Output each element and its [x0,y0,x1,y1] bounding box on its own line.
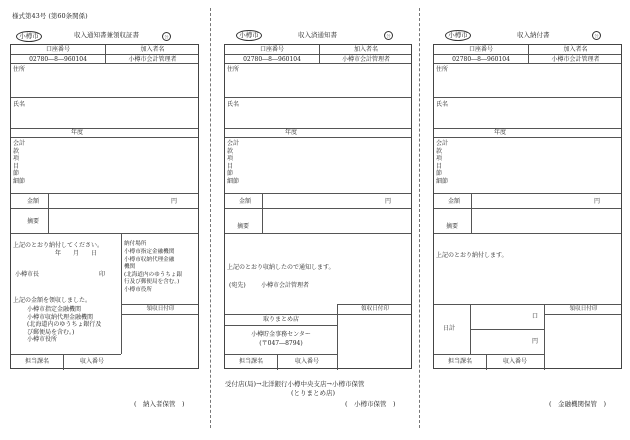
yen-unit: 円 [594,198,601,205]
collect-point-name: 小樽貯金事務センター [251,331,311,338]
routing-sub: (とりまとめ店) [291,389,336,397]
mayor-label: 小樽市長 [15,271,40,278]
panel-notice [215,0,415,440]
payee-header: 加入者名 [563,46,588,53]
date-line: 年 月 日 [55,250,98,257]
name-label: 氏名 [13,101,26,108]
section-label: 担当課名 [447,358,472,365]
amount-label: 金額 [27,198,40,205]
summary-label: 摘要 [237,223,250,230]
cut-line [419,8,420,428]
yen-unit: 円 [385,198,392,205]
payee-value: 小樽市会計管理者 [341,56,390,63]
addressee-value: 小樽市会計管理者 [261,282,310,289]
form-box [10,44,199,369]
form-box [433,44,622,369]
city-badge: 小樽市 [16,31,42,42]
received-notice-text: 上記のとおり収納したので通知します。 [227,264,335,271]
stamp-label: 領収日付印 [361,306,389,312]
panel-title: 収入済通知書 [298,31,337,39]
received-text: 上記の金額を領収しました。 [13,297,92,304]
footer-note: ( 金融機関保管 ) [549,400,607,408]
city-badge: 小樽市 [445,30,471,41]
accounting-labels: 会計 款 項 目 節 細節 [436,140,449,185]
collect-point-zip: (〒047―8794) [259,340,303,347]
summary-label: 摘要 [27,218,40,225]
name-label: 氏名 [227,101,240,108]
account-no-header: 口座番号 [259,46,284,53]
amount-label: 金額 [448,198,461,205]
form-box [224,44,412,369]
stamp-label: 領収日付印 [569,306,598,312]
amount-label: 金額 [239,198,252,205]
payee-value: 小樽市会計管理者 [551,56,600,63]
footer-note: ( 納入者保管 ) [134,400,185,408]
account-no-value: 02780―8―960104 [243,56,301,63]
account-no-value: 02780―8―960104 [29,56,87,63]
fiscal-year-label: 年度 [285,129,298,136]
name-label: 氏名 [436,101,449,108]
received-list: 小樽市指定金融機関 小樽市収納代理金融機関 (北海道内のゆうちょ銀行及 び郵便局を含む。) 小樽市役所 [27,306,102,343]
section-label: 担当課名 [24,358,49,365]
address-label: 住所 [436,66,449,73]
sequence-label: 収入番号 [294,358,319,365]
payee-header: 加入者名 [353,46,378,53]
collect-point-title: 取りまとめ店 [262,316,299,323]
footer-note: ( 小樽市保管 ) [345,400,396,408]
seal-label: 印 [99,271,106,278]
summary-label: 摘要 [446,223,459,230]
payee-header: 加入者名 [140,46,165,53]
account-no-value: 02780―8―960104 [452,56,510,63]
form-number: 様式第43号 (第60条関係) [12,12,88,20]
sequence-label: 収入番号 [79,358,104,365]
payee-value: 小樽市会計管理者 [128,56,177,63]
seal-icon: 公 [592,31,601,40]
addressee-label: (宛先) [229,282,246,289]
seal-icon: 公 [384,31,393,40]
accounting-labels: 会計 款 項 目 節 細節 [227,140,240,185]
pay-notice-text: 上記のとおり納付します。 [436,252,508,259]
account-no-header: 口座番号 [468,46,493,53]
payment-place-list: 小樽市指定金融機関 小樽市収納代理金融 機関 (北海道内のゆうちょ銀 行及び郵便局を含む。) 小樽市役所 [124,249,183,293]
panel-payment [425,0,630,440]
panel-title: 収入通知書兼領収証書 [74,31,139,39]
payment-place-title: 納付場所 [124,241,147,247]
yen-unit-total: 円 [532,338,539,345]
panel-title: 収入納付書 [517,31,550,39]
sequence-label: 収入番号 [502,358,527,365]
yen-unit: 円 [171,198,178,205]
routing-text: 受付店(局)→北洋銀行小樽中央支店→小樽市保管 [225,380,365,388]
pay-request-text: 上記のとおり納付してください。 [13,242,104,249]
section-label: 担当課名 [238,358,263,365]
account-no-header: 口座番号 [45,46,70,53]
cut-line [210,8,211,428]
city-badge: 小樽市 [236,30,262,41]
address-label: 住所 [13,66,26,73]
fiscal-year-label: 年度 [494,129,507,136]
address-label: 住所 [227,66,240,73]
count-unit: 口 [532,313,539,320]
daily-total-label: 日計 [443,325,456,332]
accounting-labels: 会計 款 項 目 節 細節 [13,140,26,185]
fiscal-year-label: 年度 [71,129,84,136]
panel-receipt [0,0,210,440]
seal-icon: 公 [162,32,171,41]
stamp-label: 領収日付印 [146,306,175,312]
